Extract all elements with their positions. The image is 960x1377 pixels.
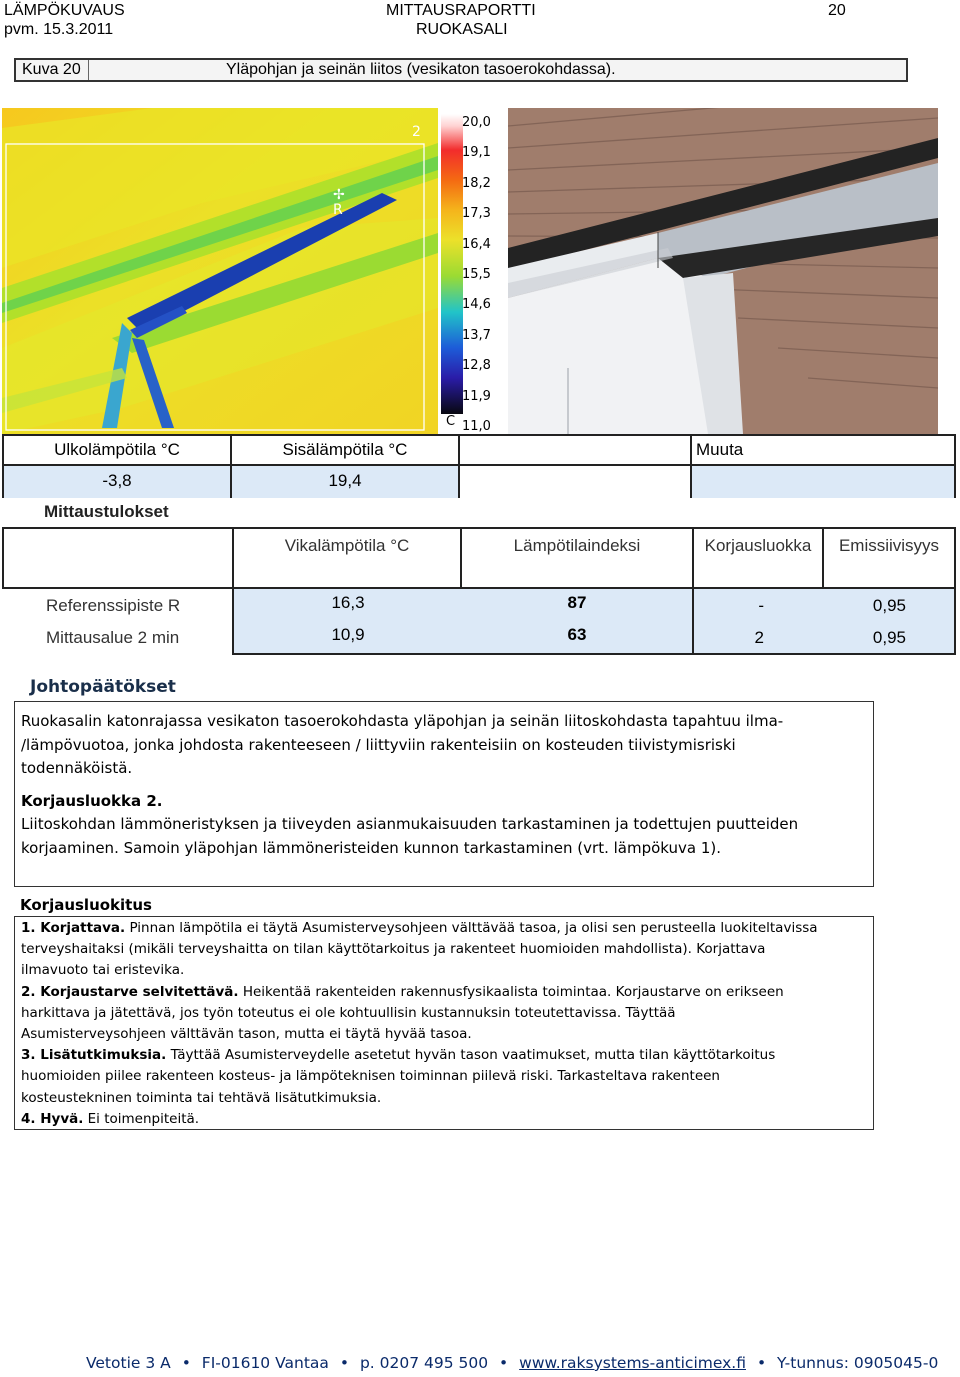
conclusion-line: /lämpövuotoa, jonka johdosta rakenteeseen / liittyviin rakenteisiin on kosteuden tiivistymisriski [21, 735, 736, 754]
class-3-text: Täyttää Asumisterveydelle asetetut hyvän tason vaatimukset, mutta tilan käyttötarkoitus [166, 1047, 776, 1064]
conclusions-box [14, 701, 874, 887]
class-1-text: Pinnan lämpötila ei täytä Asumisterveysohjeen välttävää tasoa, ja olisi sen perusteella luokiteltavissa [125, 920, 818, 936]
digital-photo [508, 108, 938, 434]
row-reference-emissivity: 0,95 [824, 589, 956, 621]
reference-point-label: R [333, 202, 343, 218]
temperature-scale [438, 108, 506, 434]
conclusion-line: Ruokasalin katonrajassa vesikaton tasoerokohdasta yläpohjan ja seinän liitoskohdasta tapahtuu ilma- [21, 712, 784, 730]
conclusions-title: Johtopäätökset [30, 677, 176, 697]
figure-label: Kuva 20 [22, 61, 81, 78]
conclusion-line: todennäköistä. [21, 759, 133, 777]
footer-business-id: Y-tunnus: 0905045-0 [777, 1354, 939, 1372]
class-3-heading: 3. Lisätutkimuksia. [21, 1047, 167, 1064]
footer-website-link[interactable]: www.raksystems-anticimex.fi [519, 1354, 746, 1372]
scale-tick: 20,0 [462, 115, 491, 130]
col-fault-temp: Vikalämpötila °C [232, 527, 462, 589]
class-4-text: Ei toimenpiteitä. [83, 1110, 200, 1127]
scale-tick: 19,1 [462, 145, 491, 161]
row-area-name: Mittausalue 2 min [46, 628, 180, 647]
class-2-text: Heikentää rakenteiden rakennusfysikaalista toimintaa. Korjaustarve on erikseen [238, 983, 784, 1000]
scale-tick: 13,7 [462, 327, 491, 343]
conclusion-class-heading: Korjausluokka 2. [21, 791, 163, 810]
classes-box [14, 916, 874, 1130]
bullet-icon: • [181, 1354, 191, 1372]
indoor-temp-value: 19,4 [232, 466, 460, 498]
col-temp-index: Lämpötilaindeksi [462, 527, 692, 589]
scale-tick: 15,5 [462, 267, 491, 283]
area-2-label: 2 [412, 124, 421, 140]
scale-tick: 18,2 [462, 175, 491, 191]
indoor-temp-header: Sisälämpötila °C [232, 434, 460, 466]
scale-bar [441, 114, 463, 414]
class-4-heading: 4. Hyvä. [21, 1110, 84, 1127]
col-emissivity: Emissiivisyys [824, 527, 956, 589]
class-3-text: huomioiden piilee rakenteen kosteus- ja lämpöteknisen toiminnan piilevä riski. Tarkasteltava rakenteen [21, 1068, 720, 1085]
bullet-icon: • [499, 1354, 509, 1372]
scale-tick: 14,6 [462, 297, 491, 313]
row-reference-index: 87 [462, 589, 692, 621]
class-1-text: ilmavuoto tai eristevika. [21, 962, 185, 979]
scale-tick: 17,3 [462, 206, 491, 222]
conditions-table [2, 434, 956, 498]
col-repair-class: Korjausluokka [692, 527, 824, 589]
report-title: MITTAUSRAPORTTI [386, 2, 536, 19]
row-reference-name: Referenssipiste R [46, 596, 181, 615]
row-area-index: 63 [462, 621, 692, 655]
figure-text: Yläpohjan ja seinän liitos (vesikaton tasoerokohdassa). [226, 61, 616, 78]
conclusion-line: korjaaminen. Samoin yläpohjan lämmöneristeiden kunnon tarkastaminen (vrt. lämpökuva 1). [21, 838, 722, 857]
room-name: RUOKASALI [416, 21, 508, 38]
report-type: LÄMPÖKUVAUS [4, 2, 125, 19]
row-reference-class: - [692, 589, 824, 621]
footer-phone: p. 0207 495 500 [359, 1354, 489, 1372]
bullet-icon: • [756, 1354, 767, 1372]
conclusion-line: Liitoskohdan lämmöneristyksen ja tiiveyden asianmukaisuuden tarkastaminen ja todettujen puutteiden [21, 815, 799, 833]
bullet-icon: • [339, 1354, 349, 1372]
classes-title: Korjausluokitus [20, 896, 152, 914]
thermal-image [2, 108, 438, 434]
scale-unit: C [446, 414, 456, 429]
row-reference-temp: 16,3 [232, 589, 462, 621]
other-header: Muuta [690, 434, 956, 466]
class-2-text: Asumisterveysohjeen välttävän tason, mutta ei täytä hyvää tasoa. [21, 1026, 472, 1043]
class-2-heading: 2. Korjaustarve selvitettävä. [21, 983, 239, 1000]
footer [86, 1354, 938, 1372]
page-number: 20 [828, 2, 846, 19]
scale-tick: 11,0 [462, 419, 491, 435]
row-area-temp: 10,9 [232, 621, 462, 655]
scale-tick: 11,9 [462, 388, 491, 404]
class-3-text: kosteustekninen toiminta tai tehtävä lisätutkimuksia. [21, 1089, 382, 1106]
figure-caption [14, 58, 908, 82]
crosshair-icon: ✢ [333, 186, 345, 202]
footer-postal: FI-01610 Vantaa [201, 1354, 329, 1372]
row-area-class: 2 [692, 621, 824, 655]
class-1-text: terveyshaitaksi (mikäli terveyshaitta on tilan käyttötarkoitus ja rakenteet huomioiden mahdollista). Korjattava [21, 941, 766, 958]
outdoor-temp-header: Ulkolämpötila °C [2, 434, 232, 466]
scale-tick: 12,8 [462, 358, 491, 374]
row-area-emissivity: 0,95 [824, 621, 956, 655]
results-table [2, 527, 956, 655]
footer-address: Vetotie 3 A [86, 1354, 171, 1372]
class-1-heading: 1. Korjattava. [21, 920, 126, 936]
scale-tick: 16,4 [462, 236, 491, 252]
class-2-text: harkittava ja jätettävä, jos työn toteutus ei ole kohtuullisin kustannuksin toteutettavissa. Täyttää [21, 1004, 676, 1021]
report-date: pvm. 15.3.2011 [4, 21, 114, 38]
other-value [690, 466, 956, 498]
results-title: Mittaustulokset [44, 502, 169, 521]
outdoor-temp-value: -3,8 [2, 466, 232, 498]
